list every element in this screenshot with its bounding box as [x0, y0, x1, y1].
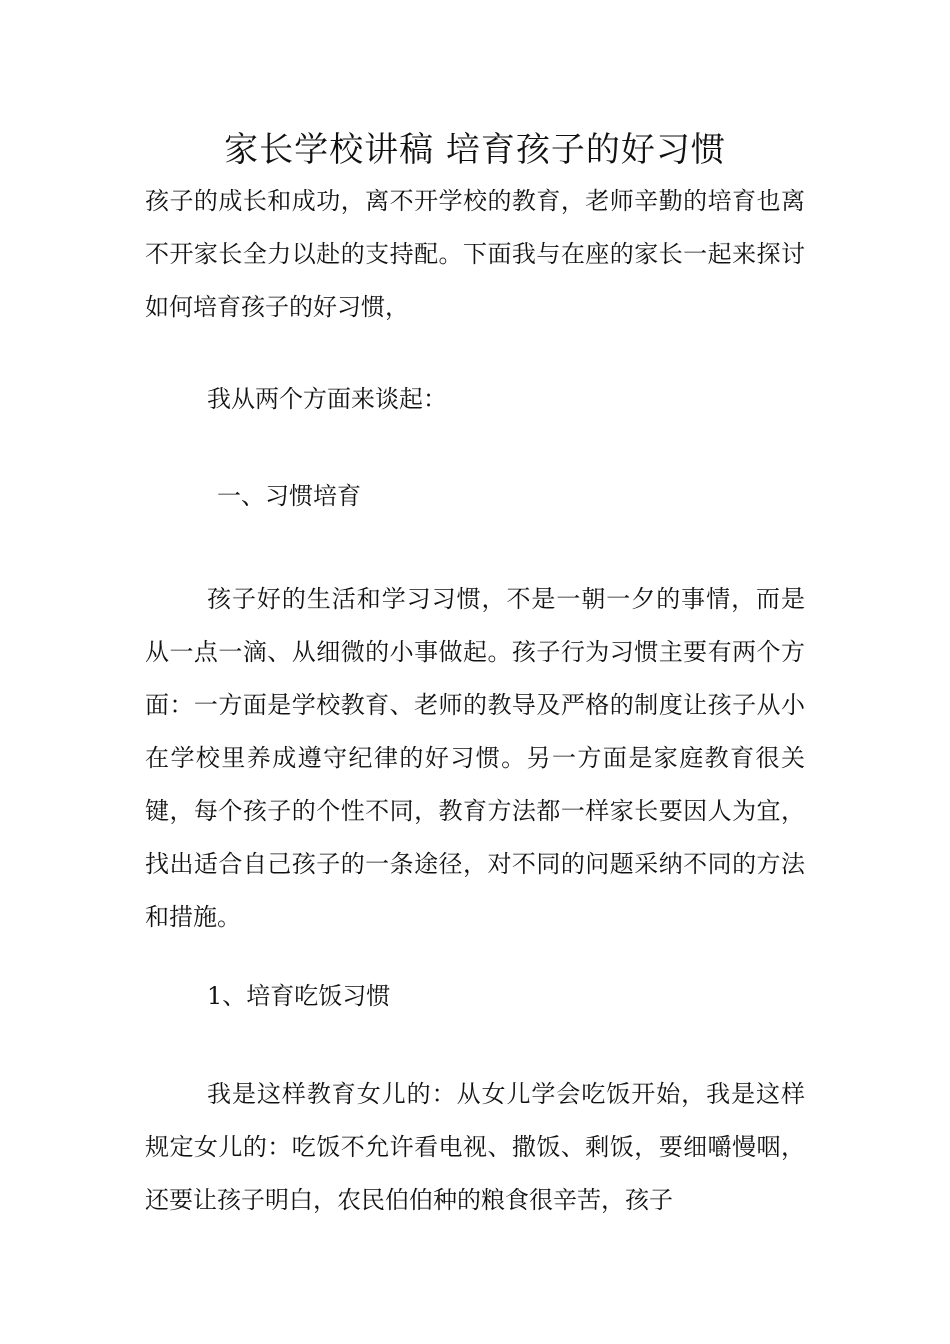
eating-habit-paragraph: 我是这样教育女儿的：从女儿学会吃饭开始，我是这样规定女儿的：吃饭不允许看电视、撒饭、剩饭，要细嚼慢咽，还要让孩子明白，农民伯伯种的粮食很辛苦，孩子 — [145, 1080, 805, 1214]
document-title: 家长学校讲稿 培育孩子的好习惯 — [224, 130, 726, 170]
habit-paragraph: 孩子好的生活和学习习惯，不是一朝一夕的事情，而是从一点一滴、从细微的小事做起。孩子行为习惯主要有两个方面：一方面是学校教育、老师的教导及严格的制度让孩子从小在学校里养成遵守纪律的好习惯。另一方面是家庭教育很关键，每个孩子的个性不同，教育方法都一样家长要因人为宜，找出适合自己孩子的一条途径，对不同的问题采纳不同的方法和措施。 — [145, 585, 805, 931]
section-heading-habit-training: 一、习惯培育 — [217, 482, 361, 510]
subsection-heading-eating-habit: 1、培育吃饭习惯 — [207, 982, 391, 1010]
intro-paragraph: 孩子的成长和成功，离不开学校的教育，老师辛勤的培育也离不开家长全力以赴的支持配。下面我与在座的家长一起来探讨如何培育孩子的好习惯， — [145, 187, 805, 321]
aspects-paragraph: 我从两个方面来谈起： — [207, 385, 447, 413]
